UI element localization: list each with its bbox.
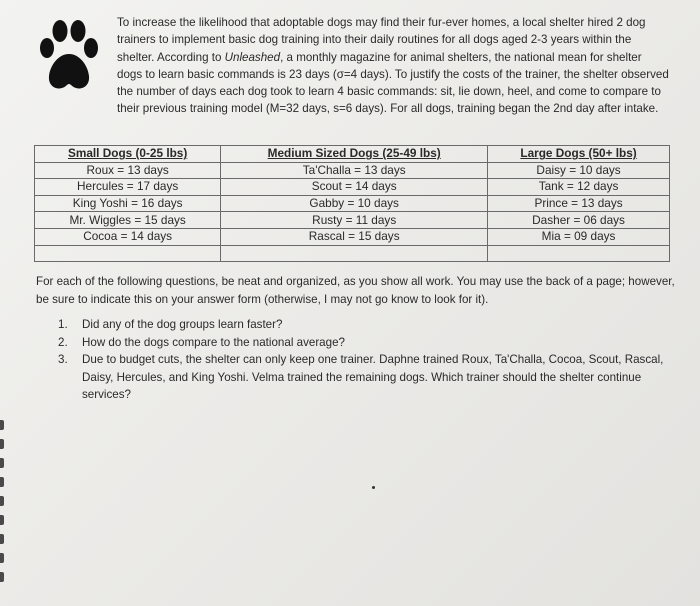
table-cell [488,245,670,262]
table-row [35,245,670,262]
intro-paragraph: To increase the likelihood that adoptable dogs may find their fur-ever homes, a local shelter hired 2 dog trainers to implement basic dog training into their daily routines for all dogs aged 2-3 years within the shelter. According to Unleashed, a monthly magazine for animal shelters, the national mean for shelter dogs to learn basic commands is 23 days (σ=4 days). To justify the costs of the trainer, the shelter observed the number of days each dog took to learn 4 basic commands: sit, lie down, heel, and come to compare to their previous training model (M=32 days, s=6 days). For all dogs, training began the 2nd day after intake. [117,16,669,116]
column-header-large: Large Dogs (50+ lbs) [488,146,670,163]
table-row [35,228,670,245]
question-item: 3. Due to budget cuts, the shelter can only keep one trainer. Daphne trained Roux, Ta'Challa, Cocoa, Scout, Rascal, Daisy, Hercules, and King Yoshi. Velma trained the remaining dogs. Which trainer should the shelter continue services? [58,353,664,402]
column-header-medium: Medium Sized Dogs (25-49 lbs) [221,146,488,163]
table-cell: Roux = 13 days [35,162,221,179]
dog-training-table [34,145,670,262]
table-row [35,179,670,196]
table-cell: Tank = 12 days [488,179,670,196]
stray-dot [372,486,375,489]
table-cell: Mr. Wiggles = 15 days [35,212,221,229]
table-cell: Daisy = 10 days [488,162,670,179]
table-row [35,162,670,179]
table-cell: Rusty = 11 days [221,212,488,229]
table-row [35,195,670,212]
table-cell: Hercules = 17 days [35,179,221,196]
question-list [58,316,678,404]
table-cell: Dasher = 06 days [488,212,670,229]
question-item: 2. How do the dogs compare to the national average? [58,335,345,349]
table-cell: Scout = 14 days [221,179,488,196]
table-cell: Prince = 13 days [488,195,670,212]
table-cell: Cocoa = 14 days [35,228,221,245]
table-cell: Mia = 09 days [488,228,670,245]
question-item: 1. Did any of the dog groups learn faster? [58,318,283,331]
instructions-paragraph: For each of the following questions, be neat and organized, as you show all work. You may use the back of a page; however, be sure to indicate this on your answer form (otherwise, I may not go know to look for it). [36,275,675,306]
table-cell: Gabby = 10 days [221,195,488,212]
table-cell: Ta'Challa = 13 days [221,162,488,179]
binder-edge [0,420,4,606]
table-cell: King Yoshi = 16 days [35,195,221,212]
paw-print-icon [38,18,100,92]
table-cell [35,245,221,262]
table-row [35,212,670,229]
column-header-small: Small Dogs (0-25 lbs) [35,146,221,163]
magazine-title: Unleashed [224,50,281,64]
table-cell [221,245,488,262]
table-cell: Rascal = 15 days [221,228,488,245]
table-header-row [35,146,670,163]
